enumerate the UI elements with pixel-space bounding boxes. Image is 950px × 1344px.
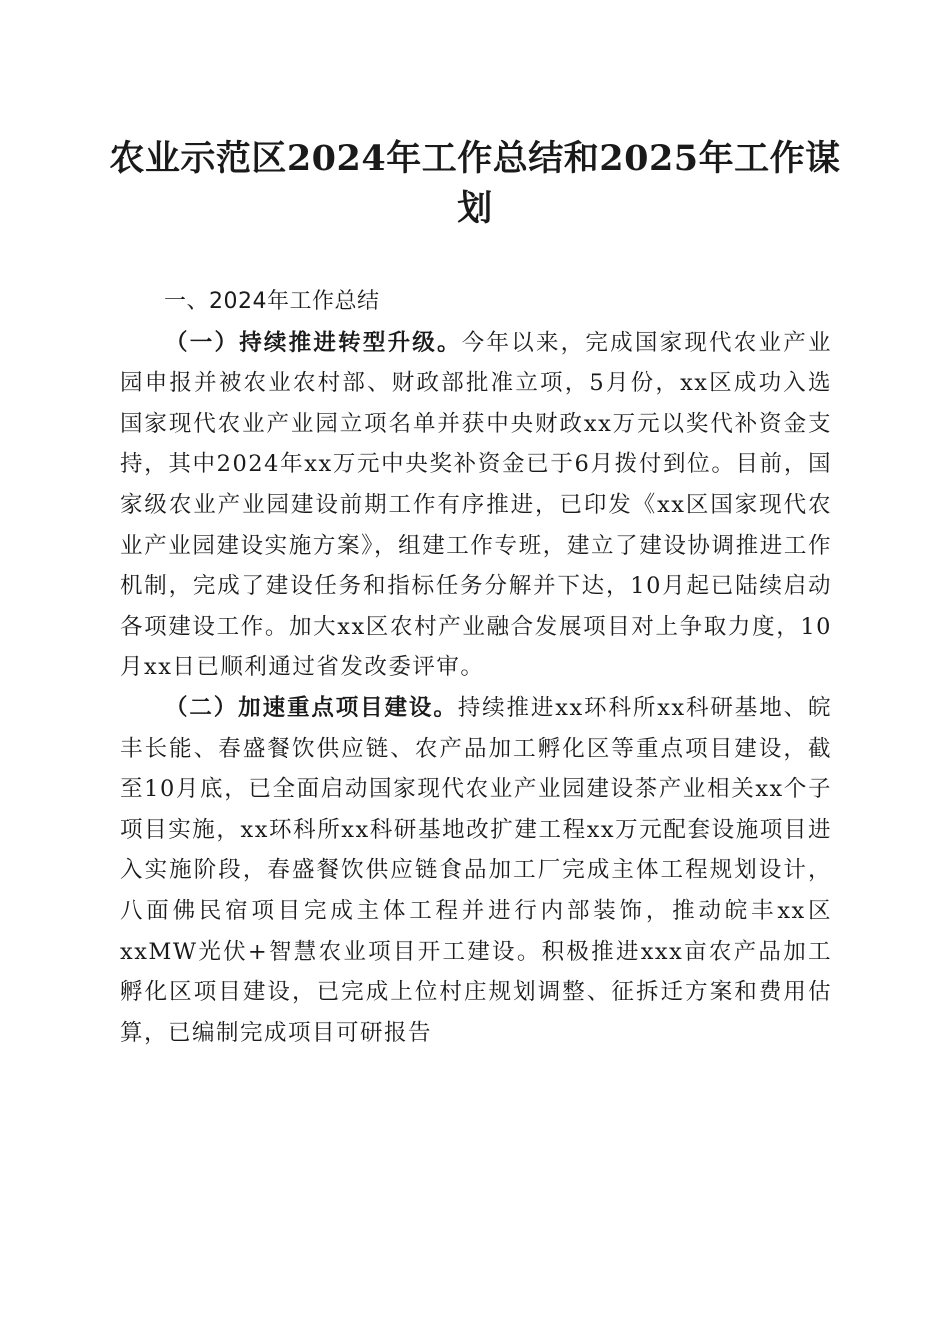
paragraph-1-text: 今年以来，完成国家现代农业产业园申报并被农业农村部、财政部批准立项，5月份，xx区成功入选国家现代农业产业园立项名单并获中央财政xx万元以奖代补资金支持，其中2024年xx万元中央奖补资金已于6月拨付到位。目前，国家级农业产业园建设前期工作有序推进，已印发《xx区国家现代农业产业园建设实施方案》，组建工作专班，建立了建设协调推进工作机制，完成了建设任务和指标任务分解并下达，10月起已陆续启动各项建设工作。加大xx区农村产业融合发展项目对上争取力度，10月xx日已顺利通过省发改委评审。 (120, 329, 832, 681)
section-heading: 一、2024年工作总结 (164, 289, 380, 314)
document-body (120, 282, 832, 1053)
paragraph-2-text: 持续推进xx环科所xx科研基地、皖丰长能、春盛餐饮供应链、农产品加工孵化区等重点项目建设，截至10月底，已全面启动国家现代农业产业园建设茶产业相关xx个子项目实施，xx环科所xx科研基地改扩建工程xx万元配套设施项目进入实施阶段，春盛餐饮供应链食品加工厂完成主体工程规划设计，八面佛民宿项目完成主体工程并进行内部装饰，推动皖丰xx区xxMW光伏+智慧农业项目开工建设。积极推进xxx亩农产品加工孵化区项目建设，已完成上位村庄规划调整、征拆迁方案和费用估算，已编制完成项目可研报告 (120, 694, 832, 1046)
paragraph-1-lead: （一）持续推进转型升级。 (165, 329, 462, 356)
paragraph-2 (120, 688, 832, 1053)
paragraph-1 (120, 323, 832, 688)
paragraph-2-lead: （二）加速重点项目建设。 (165, 694, 458, 721)
document-title: 农业示范区2024年工作总结和2025年工作谋划 (109, 138, 841, 229)
